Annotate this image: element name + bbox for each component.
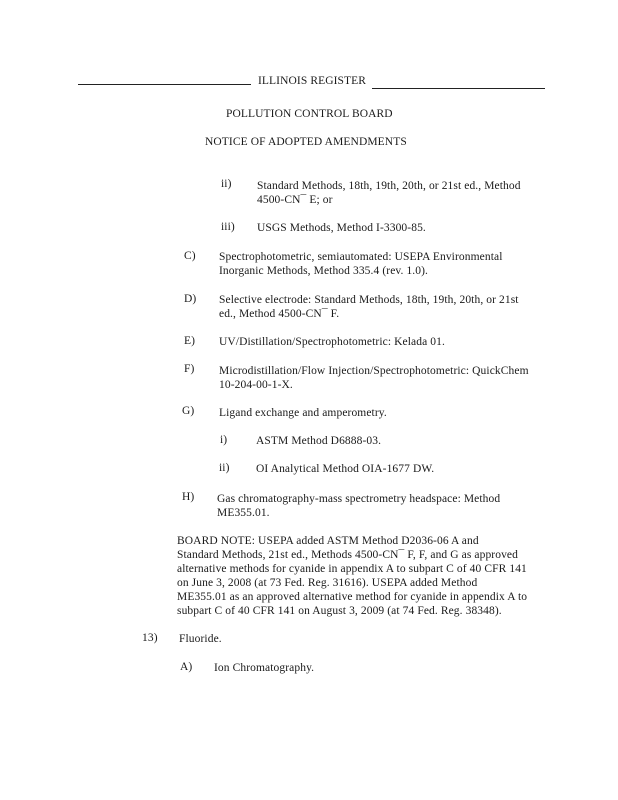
- item-g-label: G): [182, 405, 195, 417]
- item-ii-line1: Standard Methods, 18th, 19th, 20th, or 21st ed., Method: [257, 180, 521, 192]
- item-ii-line2: 4500-CN¯ E; or: [257, 194, 333, 206]
- item-g-ii-label: ii): [219, 462, 230, 474]
- board-note-line4: on June 3, 2008 (at 73 Fed. Reg. 31616). USEPA added Method: [177, 577, 478, 589]
- board-title: POLLUTION CONTROL BOARD: [226, 108, 393, 120]
- fluoride-number: 13): [142, 632, 158, 644]
- item-c-line2: Inorganic Methods, Method 335.4 (rev. 1.0).: [219, 265, 429, 277]
- item-c-line1: Spectrophotometric, semiautomated: USEPA Environmental: [219, 251, 503, 263]
- header-rule-left: [78, 84, 251, 85]
- fluoride-a-label: A): [180, 661, 193, 673]
- item-f-line2: 10-204-00-1-X.: [219, 379, 293, 391]
- item-g-ii-text: OI Analytical Method OIA-1677 DW.: [256, 463, 435, 475]
- item-e-label: E): [184, 335, 196, 347]
- item-h-line2: ME355.01.: [217, 507, 270, 519]
- item-h-label: H): [182, 491, 195, 503]
- item-d-label: D): [184, 293, 197, 305]
- item-g-text: Ligand exchange and amperometry.: [219, 407, 387, 419]
- item-d-line1: Selective electrode: Standard Methods, 18th, 19th, 20th, or 21st: [219, 294, 519, 306]
- header-rule-right: [372, 88, 545, 89]
- item-g-i-label: i): [220, 434, 228, 446]
- item-g-i-text: ASTM Method D6888-03.: [256, 435, 382, 447]
- register-title: ILLINOIS REGISTER: [258, 75, 367, 87]
- fluoride-a-text: Ion Chromatography.: [214, 662, 315, 674]
- board-note-line1: BOARD NOTE: USEPA added ASTM Method D2036-06 A and: [177, 535, 479, 547]
- board-note-line2: Standard Methods, 21st ed., Methods 4500-CN¯ F, F, and G as approved: [177, 549, 518, 561]
- item-ii-label: ii): [221, 178, 232, 190]
- item-f-label: F): [184, 363, 195, 375]
- notice-title: NOTICE OF ADOPTED AMENDMENTS: [205, 136, 407, 148]
- fluoride-title: Fluoride.: [179, 633, 222, 645]
- board-note-line6: subpart C of 40 CFR 141 on August 3, 2009 (at 74 Fed. Reg. 38348).: [177, 605, 502, 617]
- item-e-text: UV/Distillation/Spectrophotometric: Kelada 01.: [219, 336, 445, 348]
- item-c-label: C): [184, 250, 196, 262]
- board-note-line5: ME355.01 as an approved alternative method for cyanide in appendix A to: [177, 591, 528, 603]
- item-d-line2: ed., Method 4500-CN¯ F.: [219, 308, 340, 320]
- item-iii-label: iii): [221, 221, 235, 233]
- board-note-line3: alternative methods for cyanide in appendix A to subpart C of 40 CFR 141: [177, 563, 527, 575]
- item-f-line1: Microdistillation/Flow Injection/Spectrophotometric: QuickChem: [219, 365, 529, 377]
- item-iii-text: USGS Methods, Method I-3300-85.: [257, 222, 426, 234]
- item-h-line1: Gas chromatography-mass spectrometry headspace: Method: [217, 493, 501, 505]
